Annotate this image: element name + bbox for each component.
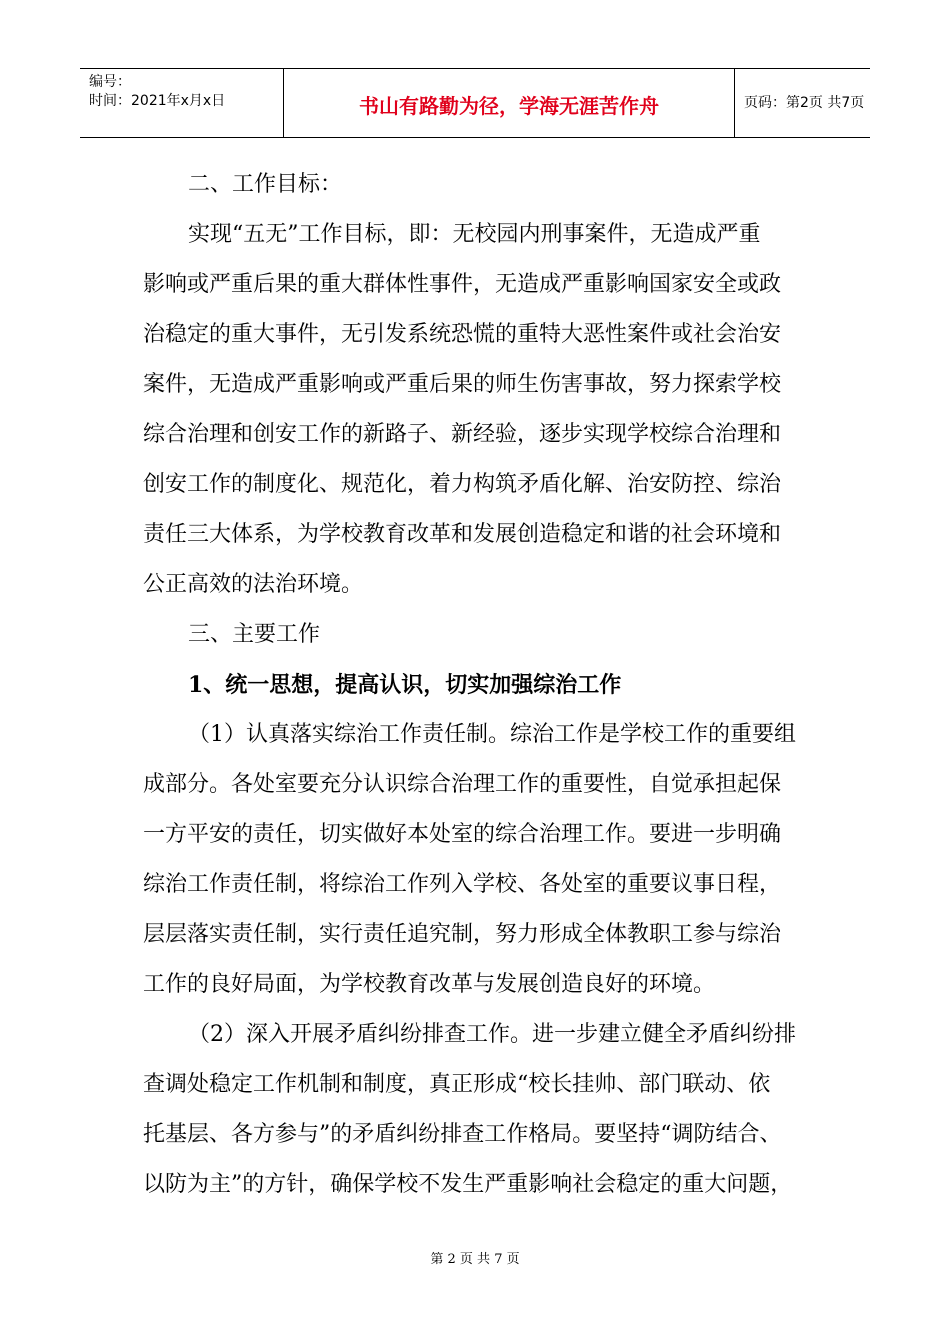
page-footer: 第 2 页 共 7 页 [430, 1252, 520, 1267]
body-line: 综治工作责任制，将综治工作列入学校、各处室的重要议事日程， [143, 872, 782, 897]
body-line: （2）深入开展矛盾纠纷排查工作。进一步建立健全矛盾纠纷排 [188, 1022, 796, 1047]
header-page-cell [735, 69, 870, 137]
header-motto-cell [284, 69, 735, 137]
document-date-label: 时间：2021年x月x日 [89, 93, 226, 109]
body-line: 影响或严重后果的重大群体性事件，无造成严重影响国家安全或政 [143, 272, 782, 297]
body-line: 查调处稳定工作机制和制度，真正形成“校长挂帅、部门联动、依 [143, 1072, 771, 1097]
document-number-label: 编号： [89, 74, 131, 90]
body-line: 综合治理和创安工作的新路子、新经验，逐步实现学校综合治理和 [143, 422, 782, 447]
header-page-number: 页码：第2页 共7页 [744, 95, 865, 111]
body-line: 案件，无造成严重影响或严重后果的师生伤害事故，努力探索学校 [143, 372, 782, 397]
body-line: 创安工作的制度化、规范化，着力构筑矛盾化解、治安防控、综治 [143, 472, 782, 497]
subsection-heading: 1、统一思想，提高认识，切实加强综治工作 [188, 672, 622, 698]
body-line: （1）认真落实综治工作责任制。综治工作是学校工作的重要组 [188, 722, 796, 747]
body-line: 以防为主”的方针，确保学校不发生严重影响社会稳定的重大问题， [143, 1172, 793, 1197]
body-line: 成部分。各处室要充分认识综合治理工作的重要性，自觉承担起保 [143, 772, 782, 797]
body-line: 公正高效的法治环境。 [143, 572, 364, 597]
body-line: 责任三大体系，为学校教育改革和发展创造稳定和谐的社会环境和 [143, 522, 782, 547]
body-line: 治稳定的重大事件，无引发系统恐慌的重特大恶性案件或社会治安 [143, 322, 782, 347]
section-heading-goals: 二、工作目标： [188, 172, 343, 197]
header-info-cell [80, 69, 284, 137]
body-line: 工作的良好局面，为学校教育改革与发展创造良好的环境。 [143, 972, 716, 997]
body-line: 托基层、各方参与”的矛盾纠纷排查工作格局。要坚持“调防结合、 [143, 1122, 782, 1147]
body-line: 层层落实责任制，实行责任追究制，努力形成全体教职工参与综治 [143, 922, 782, 947]
body-line: 实现“五无”工作目标，即：无校园内刑事案件，无造成严重 [188, 222, 761, 247]
header-motto: 书山有路勤为径，学海无涯苦作舟 [359, 94, 659, 118]
page-header [80, 68, 870, 138]
body-line: 一方平安的责任，切实做好本处室的综合治理工作。要进一步明确 [143, 822, 782, 847]
section-heading-main-work: 三、主要工作 [188, 622, 321, 647]
